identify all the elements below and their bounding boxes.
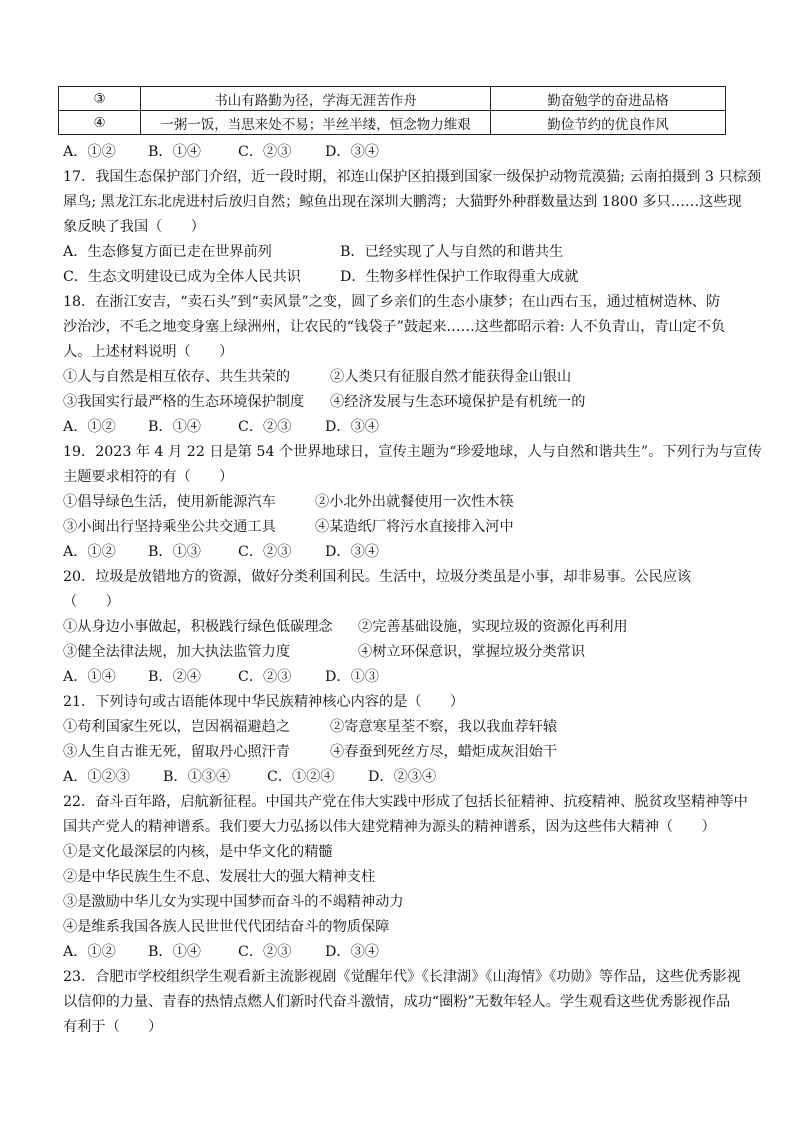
answer-c: C．②③: [238, 144, 292, 160]
q18-statement-1: ①人与自然是相互依存、共生共荣的: [63, 369, 291, 385]
q21-statement-1: ①苟利国家生死以，岂因祸福避趋之: [63, 719, 291, 735]
answer-d: D．②③④: [368, 769, 437, 785]
q22-stem-1: 22．奋斗百年路，启航新征程。中国共产党在伟大实践中形成了包括长征精神、抗疫精神、脱贫攻坚精神等中: [63, 794, 748, 810]
q20-statement-2: ②完善基础设施，实现垃圾的资源化再利用: [358, 619, 628, 635]
q19-statement-2: ②小北外出就餐使用一次性木筷: [315, 494, 514, 510]
q21-stem-1: 21．下列诗句或古语能体现中华民族精神核心内容的是（ ）: [63, 694, 465, 710]
q20-statement-3: ③健全法律法规，加大执法监管力度: [63, 644, 291, 660]
q18-stem-1: 18．在浙江安吉，“卖石头”到“卖风景”之变，圆了乡亲们的生态小康梦；在山西右玉，通过植树造林、防: [63, 294, 721, 310]
q23-stem-1: 23．合肥市学校组织学生观看新主流影视剧《觉醒年代》《长津湖》《山海情》《功勋》等作品，这些优秀影视: [63, 969, 741, 985]
q20-stem-1: 20．垃圾是放错地方的资源，做好分类利国利民。生活中，垃圾分类虽是小事，却非易事。公民应该: [63, 569, 692, 585]
answer-c: C．②③: [238, 544, 292, 560]
answer-a: A．①②: [63, 144, 116, 160]
answer-d: D．③④: [325, 144, 379, 160]
q23-stem-2: 以信仰的力量、青春的热情点燃人们新时代奋斗激情，成功“圈粉”无数年轻人。学生观看这些优秀影视作品: [63, 994, 731, 1010]
table-cell-quote: 一粥一饭，当思来处不易；半丝半缕，恒念物力维艰: [141, 111, 491, 135]
q17-opt-a: A．生态修复方面已走在世界前列: [63, 244, 272, 260]
q21-statement-2: ②寄意寒星荃不察，我以我血荐轩辕: [330, 719, 558, 735]
q22-statement-2: ②是中华民族生生不息、发展壮大的强大精神支柱: [63, 869, 376, 885]
answer-b: B．①④: [148, 144, 201, 160]
q20-statement-1: ①从身边小事做起，积极践行绿色低碳理念: [63, 619, 333, 635]
q22-statement-3: ③是激励中华儿女为实现中国梦而奋斗的不竭精神动力: [63, 894, 404, 910]
q18-statement-2: ②人类只有征服自然才能获得金山银山: [330, 369, 572, 385]
answer-b: B．①④: [148, 419, 201, 435]
q19-statement-4: ④某造纸厂将污水直接排入河中: [315, 519, 514, 535]
answer-a: A．①④: [63, 669, 116, 685]
q17-stem-3: 象反映了我国（ ）: [63, 219, 205, 235]
answer-b: B．①④: [148, 944, 201, 960]
q17-stem-1: 17．我国生态保护部门介绍，近一段时期，祁连山保护区拍摄到国家一级保护动物荒漠猫; 云南拍摄到 3 只棕颈: [63, 169, 762, 185]
answer-d: D．①③: [325, 669, 379, 685]
answer-c: C．②③: [238, 944, 292, 960]
q17-opt-c: C．生态文明建设已成为全体人民共识: [63, 269, 301, 285]
answer-c: C．②③: [238, 419, 292, 435]
q20-statement-4: ④树立环保意识，掌握垃圾分类常识: [358, 644, 586, 660]
table-row: [59, 87, 726, 111]
q19-statement-1: ①倡导绿色生活，使用新能源汽车: [63, 494, 276, 510]
answer-d: D．③④: [325, 419, 379, 435]
q19-stem-1: 19．2023 年 4 月 22 日是第 54 个世界地球日，宣传主题为“珍爱地球，人与自然和谐共生”。下列行为与宣传: [63, 444, 762, 460]
answer-a: A．①②: [63, 419, 116, 435]
q21-statement-4: ④春蚕到死丝方尽，蜡炬成灰泪始干: [330, 744, 558, 760]
quote-table: [58, 86, 726, 135]
table-row: [59, 111, 726, 135]
q17-opt-d: D．生物多样性保护工作取得重大成就: [340, 269, 579, 285]
answer-a: A．①②: [63, 944, 116, 960]
q23-stem-3: 有利于（ ）: [63, 1019, 163, 1035]
q18-stem-2: 沙治沙，不毛之地变身塞上绿洲州，让农民的“钱袋子”鼓起来……这些都昭示着: 人不负青山，青山定不负: [63, 319, 726, 335]
q22-stem-2: 国共产党人的精神谱系。我们要大力弘扬以伟大建党精神为源头的精神谱系，因为这些伟大精神（ ）: [63, 819, 716, 835]
answer-d: D．③④: [325, 944, 379, 960]
q22-statement-4: ④是维系我国各族人民世世代代团结奋斗的物质保障: [63, 919, 390, 935]
q17-opt-b: B．已经实现了人与自然的和谐共生: [340, 244, 564, 260]
table-cell-quote: 书山有路勤为径，学海无涯苦作舟: [141, 87, 491, 111]
answer-d: D．③④: [325, 544, 379, 560]
q18-statement-3: ③我国实行最严格的生态环境保护制度: [63, 394, 305, 410]
answer-b: B．①③④: [163, 769, 231, 785]
answer-c: C．②③: [238, 669, 292, 685]
answer-a: A．①②: [63, 544, 116, 560]
q22-statement-1: ①是文化最深层的内核，是中华文化的精髓: [63, 844, 333, 860]
q21-statement-3: ③人生自古谁无死，留取丹心照汗青: [63, 744, 291, 760]
table-cell-num: ④: [59, 111, 141, 135]
table-cell-meaning: 勤俭节约的优良作风: [491, 111, 726, 135]
q17-stem-2: 犀鸟; 黑龙江东北虎进村后放归自然；鲸鱼出现在深圳大鹏湾；大猫野外种群数量达到 1800 多只……这些现: [63, 194, 742, 210]
answer-c: C．①②④: [267, 769, 335, 785]
answer-b: B．②④: [148, 669, 201, 685]
q18-statement-4: ④经济发展与生态环境保护是有机统一的: [330, 394, 586, 410]
q18-stem-3: 人。上述材料说明（ ）: [63, 344, 234, 360]
q19-stem-2: 主题要求相符的有（ ）: [63, 469, 234, 485]
answer-b: B．①③: [148, 544, 201, 560]
q19-statement-3: ③小闽出行坚持乘坐公共交通工具: [63, 519, 276, 535]
answer-a: A．①②③: [63, 769, 130, 785]
table-cell-meaning: 勤奋勉学的奋进品格: [491, 87, 726, 111]
table-cell-num: ③: [59, 87, 141, 111]
q20-stem-2: （ ）: [63, 594, 120, 610]
